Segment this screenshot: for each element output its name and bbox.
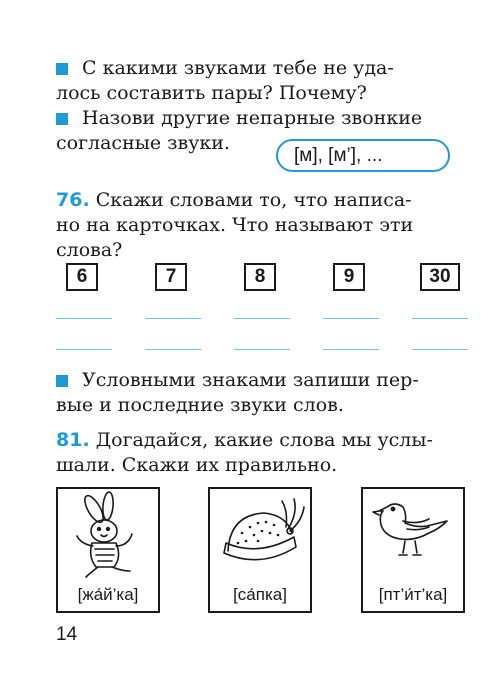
answer-blank[interactable] [56,349,112,350]
task-number: 81. [56,429,90,451]
number-card: 7 [155,263,187,291]
bird-icon [363,489,463,581]
answer-blank[interactable] [323,318,379,319]
picture-caption: [са́пка] [233,585,287,604]
answer-blank[interactable] [234,349,290,350]
picture-caption: [пт’и́т’ка] [378,585,448,604]
task-76-line: слова? [56,239,123,261]
task-text: Догадайся, какие слова мы услы- [95,429,433,451]
task-sounds-line: Условными знаками запиши пер- [82,369,419,391]
question-line: С какими звуками тебе не уда- [82,57,394,79]
answer-blank[interactable] [234,318,290,319]
task-81-line [56,428,433,452]
bunny-toy-icon [58,489,158,581]
bullet-marker [56,63,68,75]
answer-blank[interactable] [145,318,201,319]
question-line: лось составить пары? Почему? [56,82,367,104]
question-line: Назови другие непарные звонкие [82,107,423,129]
answer-blank[interactable] [145,349,201,350]
number-card: 9 [333,263,365,291]
task-sounds-line: вые и последние звуки слов. [56,394,344,416]
picture-caption: [жа́й’ка] [77,585,139,604]
task-text: Скажи словами то, что написа- [95,189,412,211]
answer-blank[interactable] [412,318,468,319]
page-number: 14 [56,624,78,645]
number-card: 6 [66,263,98,291]
knitted-hat-icon [210,489,310,581]
picture-card-hat [208,487,312,613]
bullet-marker [56,375,68,387]
answer-blank[interactable] [56,318,112,319]
answer-blank[interactable] [323,349,379,350]
task-76-line [56,188,412,212]
task-76-line: но на карточках. Что называют эти [56,214,414,236]
number-card: 8 [244,263,276,291]
consonant-example-pill: [м], [м’], ... [276,139,450,172]
task-81-line: шали. Скажи их правильно. [56,454,338,476]
task-number: 76. [56,189,90,211]
bullet-marker [56,113,68,125]
number-card: 30 [420,263,460,291]
picture-card-bird [361,487,465,613]
picture-card-bunny [56,487,160,613]
answer-blank[interactable] [412,349,468,350]
question-line: согласные звуки. [56,132,230,154]
